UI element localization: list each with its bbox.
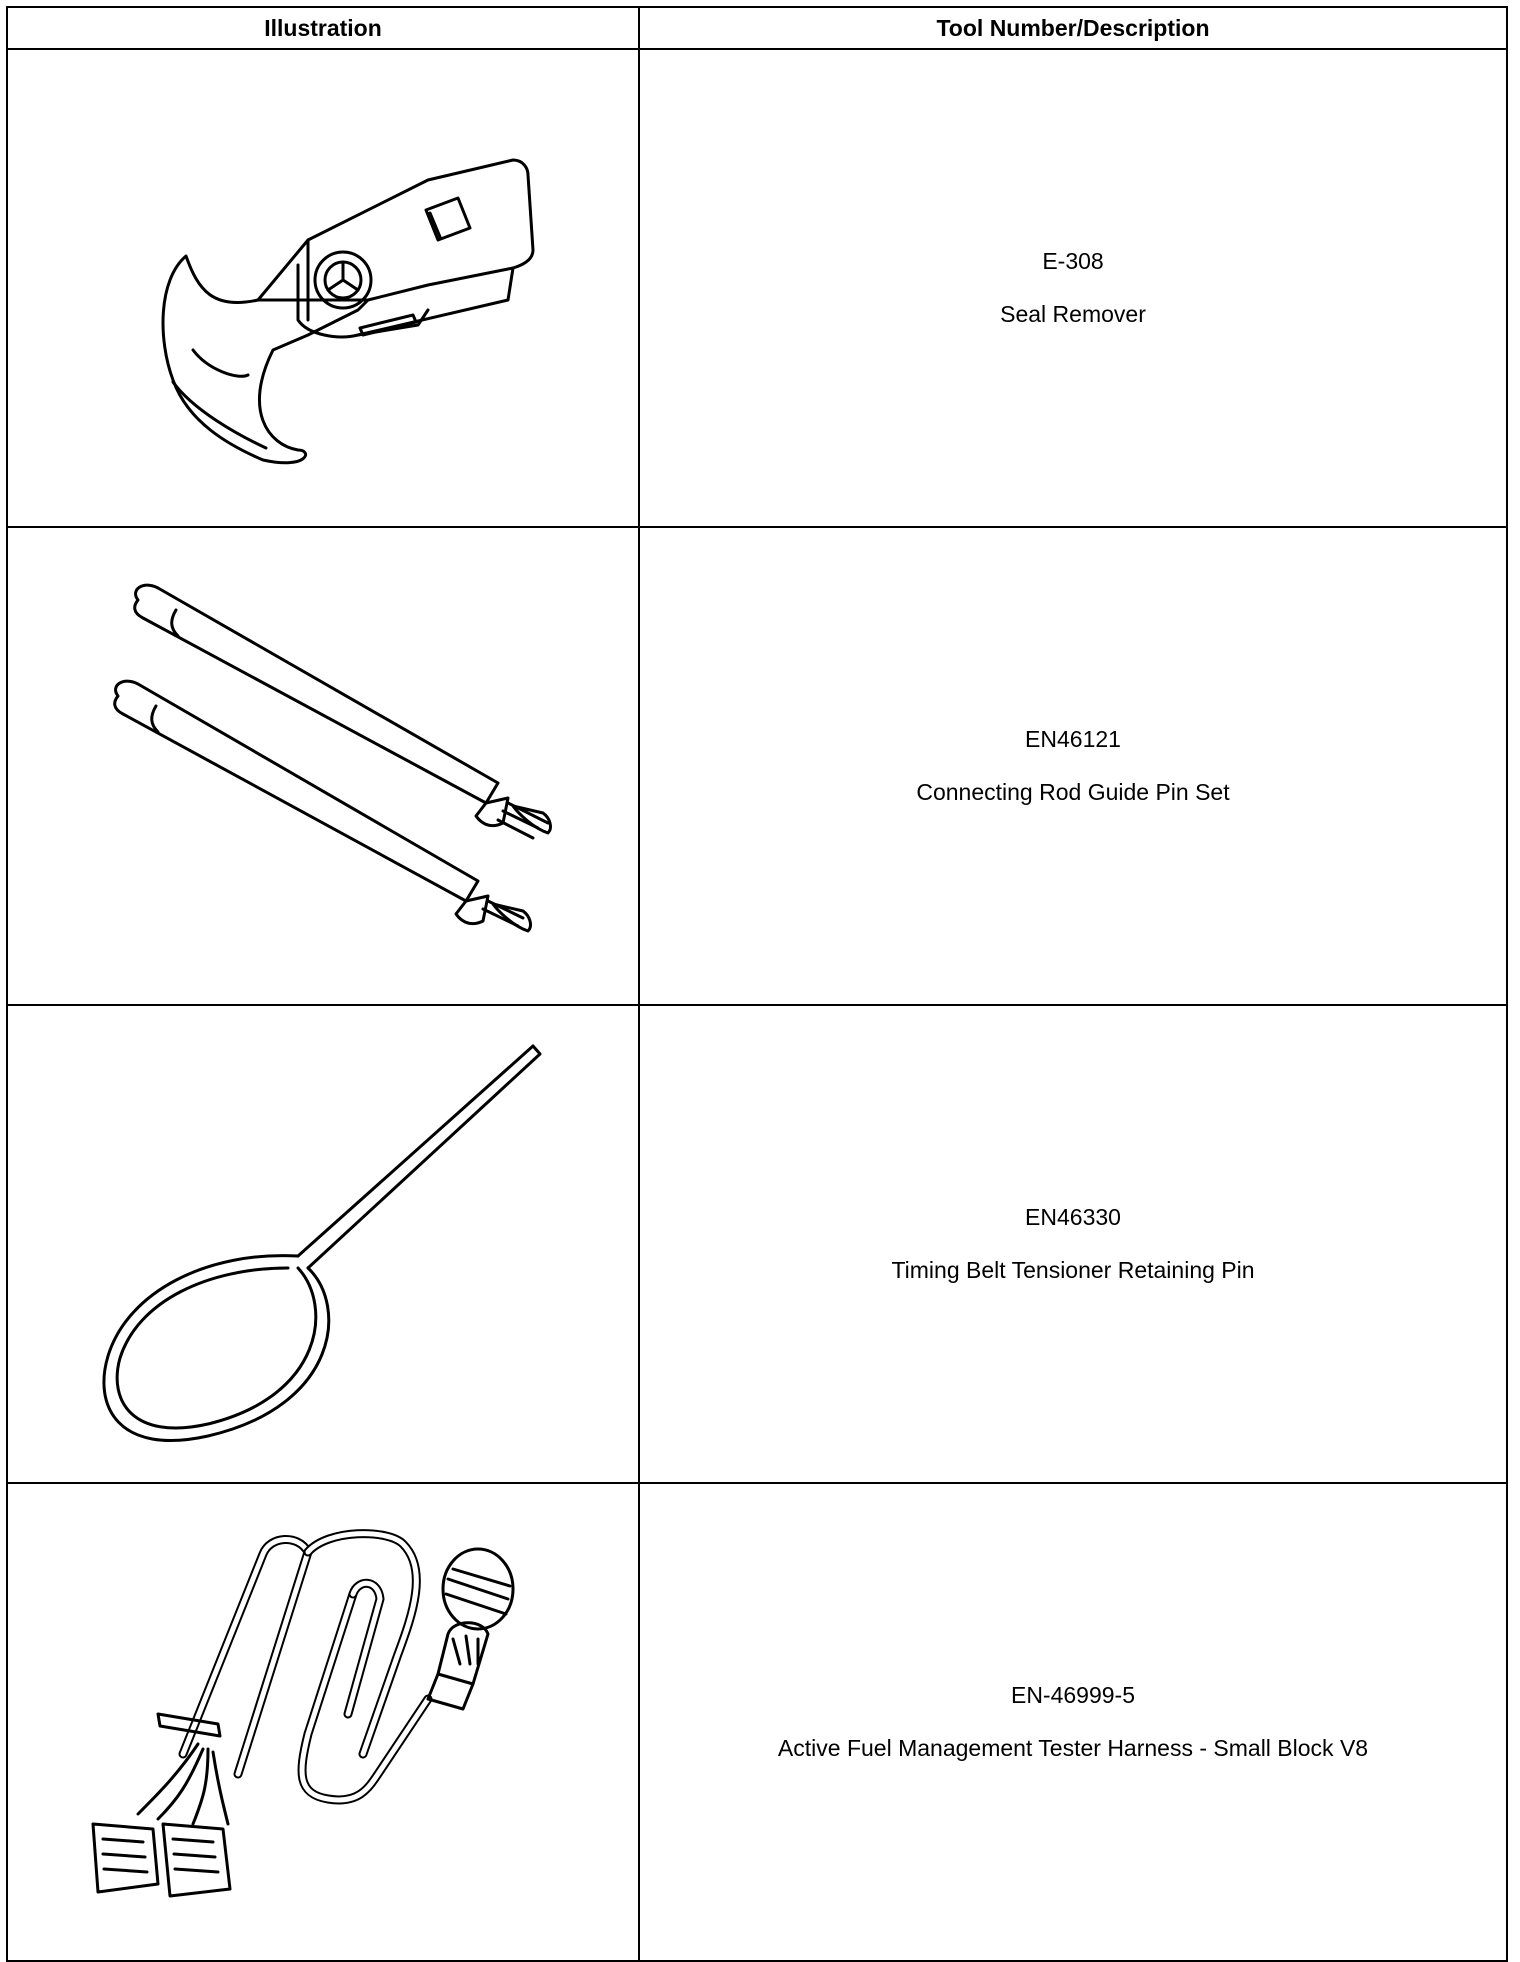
retaining-pin-icon — [8, 1006, 640, 1482]
description-cell — [639, 1483, 1507, 1961]
tool-number: EN-46999-5 — [1010, 1682, 1136, 1708]
description-cell — [639, 1005, 1507, 1483]
tool-number: EN46330 — [1025, 1204, 1121, 1230]
special-tools-table — [6, 6, 1508, 1962]
table-row — [7, 49, 1507, 527]
tool-description: Timing Belt Tensioner Retaining Pin — [891, 1257, 1255, 1283]
seal-remover-icon — [8, 50, 640, 526]
tool-number: EN46121 — [1025, 726, 1121, 752]
description-cell — [639, 527, 1507, 1005]
tester-harness-icon — [8, 1524, 640, 1920]
description-cell — [639, 49, 1507, 527]
tool-number: E-308 — [1042, 248, 1104, 274]
table-row — [7, 1005, 1507, 1483]
header-illustration: Illustration — [7, 7, 639, 49]
illustration-cell — [7, 1483, 639, 1961]
tool-description: Seal Remover — [1000, 301, 1146, 327]
table-row — [7, 1483, 1507, 1961]
tool-description: Active Fuel Management Tester Harness - Small Block V8 — [777, 1735, 1369, 1761]
illustration-cell — [7, 1005, 639, 1483]
illustration-cell — [7, 527, 639, 1005]
tool-description: Connecting Rod Guide Pin Set — [916, 779, 1230, 805]
header-row — [7, 7, 1507, 49]
illustration-cell — [7, 49, 639, 527]
guide-pin-set-icon — [8, 528, 640, 1004]
table-row — [7, 527, 1507, 1005]
header-tool-number-description: Tool Number/Description — [639, 7, 1507, 49]
